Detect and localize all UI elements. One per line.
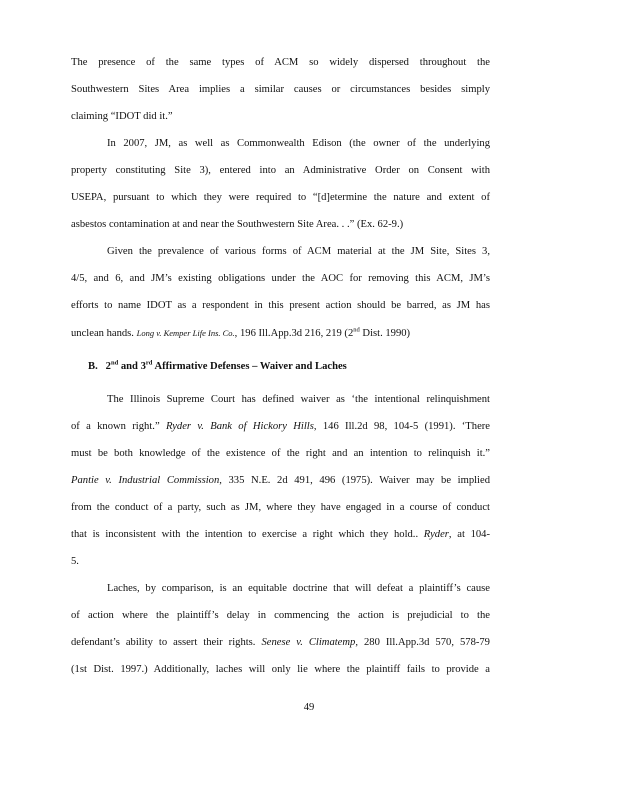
text-fragment: Dist. 1990) — [359, 328, 411, 339]
text-fragment: unclean hands. — [71, 328, 134, 339]
paragraph-first-line: Given the prevalence of various forms of ACM material at the JM Site, Sites 3, — [107, 246, 490, 257]
text-fragment: , 280 Ill.App.3d 570, 578-79 — [355, 637, 490, 648]
section-heading — [88, 360, 347, 374]
text-line-with-citation — [71, 528, 490, 542]
text-line: asbestos contamination at and near the Southwestern Site Area. . .” (Ex. 62-9.) — [71, 219, 404, 230]
case-citation: Ryder v. Bank of Hickory Hills — [165, 421, 314, 432]
page-number: 49 — [303, 702, 315, 713]
case-citation: Ryder — [423, 529, 449, 540]
text-line: USEPA, pursuant to which they were required to “[d]etermine the nature and extent of — [71, 192, 490, 203]
text-line-with-citation — [71, 636, 490, 650]
heading-number: 3 — [140, 361, 146, 372]
text-line: claiming “IDOT did it.” — [71, 111, 173, 122]
case-citation: Senese v. Climatemp — [261, 637, 356, 648]
text-line: of action where the plaintiff’s delay in commencing the action is prejudicial to the — [71, 610, 490, 621]
text-line-with-citation — [71, 420, 490, 434]
case-citation: Long v. Kemper Life Ins. Co. — [136, 328, 235, 338]
text-line: Southwestern Sites Area implies a similar causes or circumstances besides simply — [71, 84, 490, 95]
text-fragment: defendant’s ability to assert their rights. — [71, 637, 256, 648]
text-line: 4/5, and 6, and JM’s existing obligations under the AOC for removing this ACM, JM’s — [71, 273, 490, 284]
text-fragment: of a known right.” — [71, 421, 160, 432]
paragraph-first-line: The Illinois Supreme Court has defined waiver as ‘the intentional relinquishment — [107, 394, 490, 405]
text-fragment: , 335 N.E. 2d 491, 496 (1975). Waiver may be implied — [219, 475, 491, 486]
text-line: (1st Dist. 1997.) Additionally, laches will only lie where the plaintiff fails to provide a — [71, 664, 490, 675]
text-line: must be both knowledge of the existence of the right and an intention to relinquish it.” — [71, 448, 490, 459]
paragraph-first-line: In 2007, JM, as well as Commonwealth Edison (the owner of the underlying — [107, 138, 490, 149]
heading-text: Affirmative Defenses – Waiver and Laches — [152, 361, 347, 372]
ordinal-suffix: rd — [145, 359, 153, 367]
text-fragment: , 196 Ill.App.3d 216, 219 (2 — [234, 328, 354, 339]
heading-text: and — [118, 361, 141, 372]
heading-label: B. — [88, 361, 98, 372]
text-line: efforts to name IDOT as a respondent in this present action should be barred, as JM has — [71, 300, 490, 311]
text-line: property constituting Site 3), entered into an Administrative Order on Consent with — [71, 165, 490, 176]
ordinal-suffix: nd — [110, 359, 119, 367]
text-line: The presence of the same types of ACM so widely dispersed throughout the — [71, 57, 490, 68]
case-citation: Pantie v. Industrial Commission — [71, 475, 220, 486]
text-line: 5. — [71, 556, 79, 567]
text-line: from the conduct of a party, such as JM, where they have engaged in a course of conduct — [71, 502, 490, 513]
paragraph-first-line: Laches, by comparison, is an equitable doctrine that will defeat a plaintiff’s cause — [107, 583, 490, 594]
heading-number: 2 — [105, 361, 111, 372]
ordinal-suffix: nd — [353, 326, 360, 334]
text-fragment: , at 104- — [448, 529, 490, 540]
text-line-with-citation — [71, 474, 490, 488]
text-fragment: that is inconsistent with the intention to exercise a right which they hold.. — [71, 529, 419, 540]
text-fragment: , 146 Ill.2d 98, 104-5 (1991). ‘There — [313, 421, 490, 432]
text-line-with-citation — [71, 326, 490, 341]
